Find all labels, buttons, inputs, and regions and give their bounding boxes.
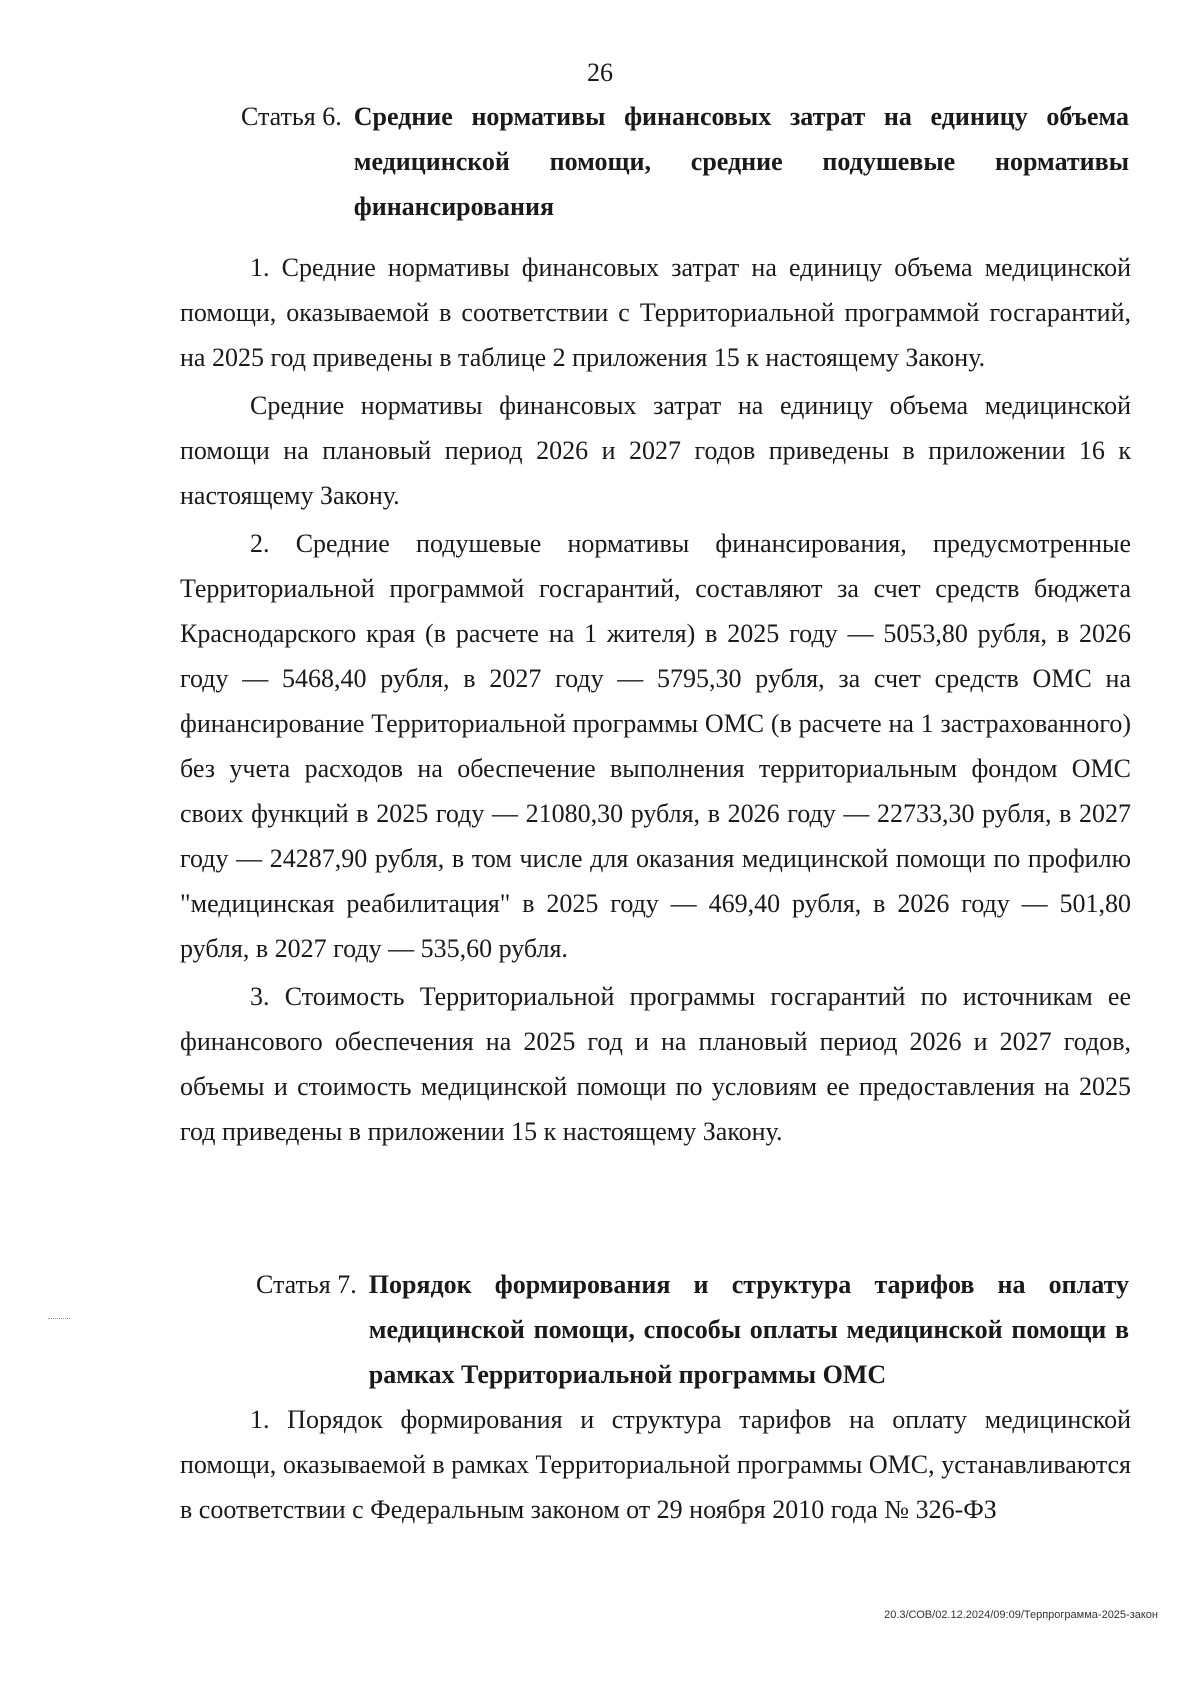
article-6-paragraph-3: 2. Средние подушевые нормативы финансирования, предусмотренные Территориальной программой госгарантий, составляют за счет средств бюджета Краснодарского края (в расчете на 1 жителя) в 2025 году — 5053,80 рубля, в 2026 году — 5468,40 рубля, в 2027 году — 5795,30 рубля, за счет средств ОМС на финансирование Территориальной программы ОМС (в расчете на 1 застрахованного) без учета расходов на обеспечение выполнения территориальным фондом ОМС своих функций в 2025 году — 21080,30 рубля, в 2026 году — 22733,30 рубля, в 2027 году — 24287,90 рубля, в том числе для оказания медицинской помощи по профилю "медицинская реабилитация" в 2025 году — 469,40 рубля, в 2026 году — 501,80 рубля, в 2027 году — 535,60 рубля. [180,529,1131,963]
page-number: 26 [587,58,613,87]
document-footer-code: 20.3/СОВ/02.12.2024/09:09/Терпрограмма-2025-закон [884,1609,1158,1621]
article-6-paragraph-4: 3. Стоимость Территориальной программы госгарантий по источникам ее финансового обеспечения на 2025 год и на плановый период 2026 и 2027 годов, объемы и стоимость медицинской помощи по условиям ее предоставления на 2025 год приведены в приложении 15 к настоящему Закону. [180,982,1131,1146]
article-6-paragraph-1: 1. Средние нормативы финансовых затрат на единицу объема медицинской помощи, оказываемой в соответствии с Территориальной программой госгарантий, на 2025 год приведены в таблице 2 приложения 15 к настоящему Закону. [180,253,1131,372]
article-6-body [180,245,1131,1154]
article-6-heading [241,94,1129,229]
article-7-label: Статья 7. [256,1270,357,1299]
margin-mark [48,1318,70,1321]
article-6-title: Средние нормативы финансовых затрат на единицу объема медицинской помощи, средние подушевые нормативы финансирования [353,102,1129,221]
article-6-label: Статья 6. [241,102,342,131]
article-7-body [180,1397,1131,1532]
article-7-title: Порядок формирования и структура тарифов на оплату медицинской помощи, способы оплаты медицинской помощи в рамках Территориальной программы ОМС [368,1270,1129,1389]
article-7-heading [256,1262,1129,1397]
article-7-paragraph-1: 1. Порядок формирования и структура тарифов на оплату медицинской помощи, оказываемой в рамках Территориальной программы ОМС, устанавливаются в соответствии с Федеральным законом от 29 ноября 2010 года № 326-ФЗ [180,1405,1131,1524]
article-6-paragraph-2: Средние нормативы финансовых затрат на единицу объема медицинской помощи на плановый период 2026 и 2027 годов приведены в приложении 16 к настоящему Закону. [180,391,1131,510]
